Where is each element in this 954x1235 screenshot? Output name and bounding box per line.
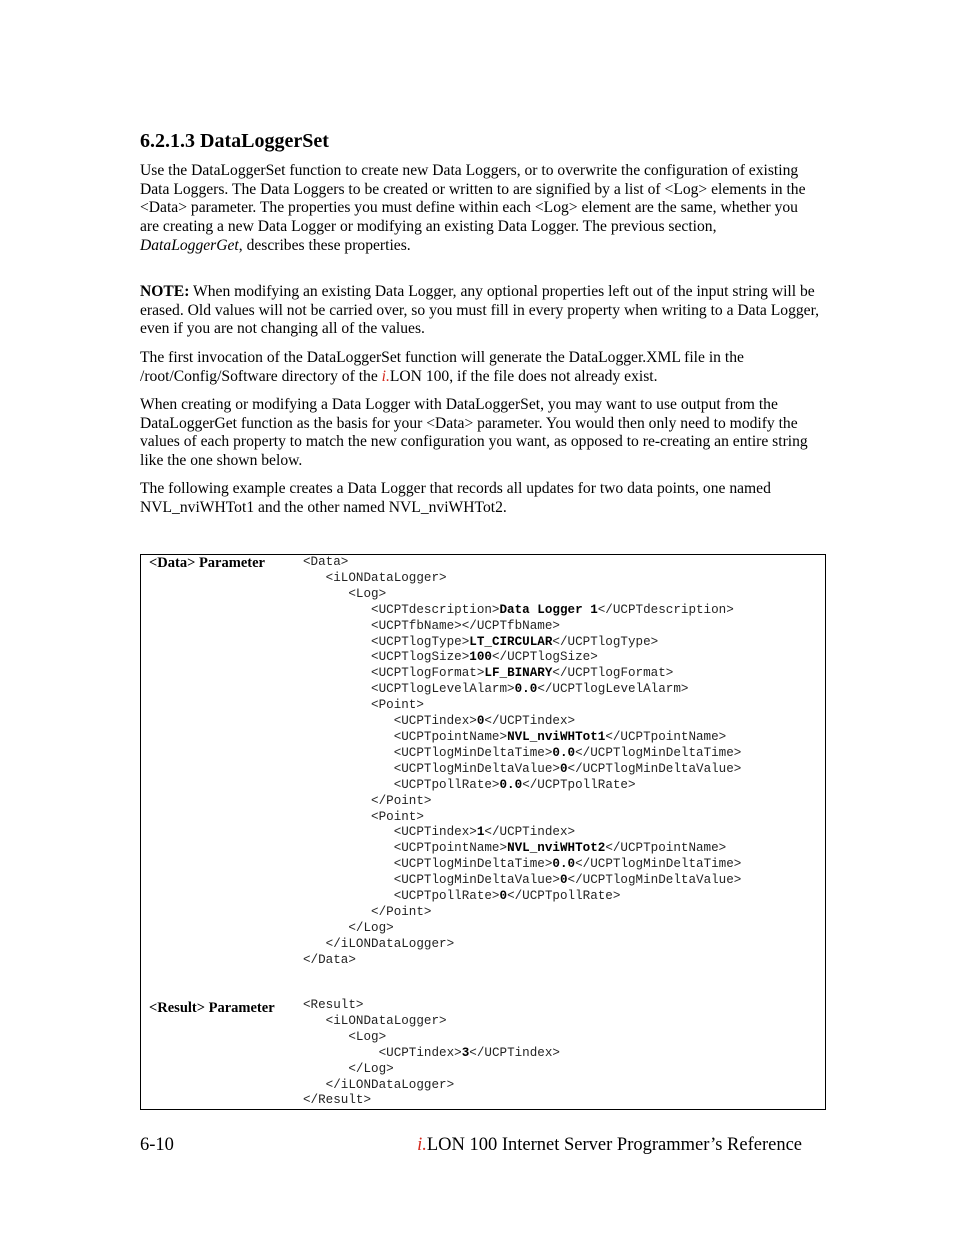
code-line (303, 921, 394, 935)
code-tag: </iLONDataLogger> (303, 936, 455, 951)
code-tag: </UCPTlogMinDeltaTime> (575, 857, 742, 872)
code-line (303, 762, 741, 776)
parameter-table (140, 554, 826, 1110)
code-line (303, 1062, 394, 1076)
code-tag: <UCPTlogMinDeltaTime> (303, 857, 553, 872)
code-tag: </UCPTpointName> (605, 841, 727, 856)
code-value: 0 (559, 761, 568, 776)
code-tag: <UCPTpollRate> (303, 889, 500, 904)
code-line (303, 571, 447, 585)
code-line (303, 1093, 371, 1107)
code-line (303, 698, 424, 712)
intro-paragraph (140, 162, 820, 256)
intro-text-a: Use the DataLoggerSet function to create new Data Loggers, or to overwrite the configuration of existing Data Loggers. The Data Loggers to be created or written to are signified by a list of <Log> elements in the <Data> parameter. The properties you must define within each <Log> element are the same, whether you are creating a new Data Logger or modifying an existing Data Logger. The previous section, (140, 162, 806, 236)
note-label: NOTE: (140, 283, 190, 300)
code-line (303, 587, 386, 601)
code-value: NVL_nviWHTot2 (507, 841, 606, 856)
code-line (303, 1030, 386, 1044)
code-value: Data Logger 1 (499, 602, 598, 617)
code-value: 0 (476, 714, 485, 729)
modify-paragraph: When creating or modifying a Data Logger with DataLoggerSet, you may want to use output from the DataLoggerGet function as the basis for your <Data> parameter. You would then only need to modify the values of each property to match the new configuration you want, as opposed to re-creating an entire string like the one shown below. (140, 396, 808, 470)
code-tag: </Data> (303, 952, 356, 967)
code-value: 0.0 (552, 745, 576, 760)
code-value: 3 (461, 1045, 470, 1060)
code-line (303, 937, 454, 951)
code-tag: <Result> (303, 998, 364, 1012)
code-line (303, 794, 431, 808)
brand-i-inline: i. (381, 367, 390, 385)
code-tag: <UCPTpointName> (303, 841, 508, 856)
code-tag: </UCPTlogLevelAlarm> (537, 682, 689, 697)
footer-title-text: LON 100 Internet Server Programmer’s Reference (426, 1135, 802, 1155)
code-line (303, 746, 741, 760)
code-value: 0 (559, 873, 568, 888)
code-line (303, 1014, 447, 1028)
code-value: LT_CIRCULAR (469, 634, 553, 649)
footer-title (417, 1135, 802, 1156)
data-parameter-code (303, 555, 741, 969)
code-tag: <UCPTindex> (303, 714, 477, 729)
intro-text-b: , describes these properties. (238, 236, 411, 254)
code-tag: </UCPTlogFormat> (552, 666, 674, 681)
code-line (303, 873, 741, 887)
code-value: 0.0 (514, 682, 538, 697)
code-line (303, 905, 431, 919)
result-parameter-code (303, 998, 560, 1109)
code-tag: </UCPTlogMinDeltaTime> (575, 745, 742, 760)
code-tag: </iLONDataLogger> (303, 1077, 455, 1092)
code-tag: </UCPTlogMinDeltaValue> (567, 873, 742, 888)
invocation-paragraph (140, 349, 820, 386)
code-tag: <UCPTlogSize> (303, 650, 470, 665)
code-tag: <UCPTpointName> (303, 729, 508, 744)
code-tag: </UCPTlogType> (552, 634, 659, 649)
invocation-text-b: LON 100, if the file does not already exist. (389, 367, 658, 385)
code-tag: </UCPTlogMinDeltaValue> (567, 761, 742, 776)
code-tag: <Log> (303, 586, 387, 601)
code-line (303, 666, 673, 680)
code-line (303, 857, 741, 871)
code-line (303, 953, 356, 967)
code-value: LF_BINARY (484, 666, 553, 681)
code-tag: </UCPTlogSize> (491, 650, 598, 665)
code-line (303, 1078, 454, 1092)
code-tag: <UCPTlogMinDeltaValue> (303, 873, 560, 888)
code-line (303, 810, 424, 824)
code-tag: <UCPTpollRate> (303, 777, 500, 792)
code-tag: <Point> (303, 809, 424, 824)
footer-brand-i: i. (417, 1135, 427, 1155)
code-line (303, 841, 726, 855)
code-tag: <Point> (303, 698, 424, 713)
code-tag: </UCPTpointName> (605, 729, 727, 744)
code-value: 0.0 (552, 857, 576, 872)
code-tag: </Result> (303, 1093, 372, 1108)
code-tag: </UCPTdescription> (597, 602, 734, 617)
code-tag: </UCPTpollRate> (507, 889, 621, 904)
code-line (303, 650, 598, 664)
code-tag: </UCPTindex> (484, 714, 576, 729)
code-tag: </Log> (303, 1061, 394, 1076)
code-tag: <Log> (303, 1029, 387, 1044)
code-tag: </Point> (303, 904, 432, 919)
code-line (303, 682, 688, 696)
code-tag: </UCPTindex> (484, 825, 576, 840)
code-value: 0 (499, 889, 508, 904)
data-parameter-label: <Data> Parameter (149, 555, 265, 571)
code-line (303, 889, 620, 903)
code-line (303, 825, 575, 839)
code-tag: <UCPTlogMinDeltaValue> (303, 761, 560, 776)
invocation-text-a: The first invocation of the DataLoggerSet function will generate the DataLogger.XML file in the /root/Config/Software directory of the (140, 349, 744, 385)
result-parameter-label: <Result> Parameter (149, 1000, 275, 1016)
code-value: 0.0 (499, 777, 523, 792)
code-line (303, 998, 363, 1012)
code-line (303, 714, 575, 728)
example-paragraph: The following example creates a Data Logger that records all updates for two data points, one named NVL_nviWHTot1 and the other named NVL_nviWHTot2. (140, 480, 771, 516)
code-tag: <UCPTlogType> (303, 634, 470, 649)
code-line (303, 555, 348, 569)
note-text: When modifying an existing Data Logger, any optional properties left out of the input string will be erased. Old values will not be carried over, so you must fill in every property when writing to a Data Logger, even if you are not changing all of the values. (140, 283, 820, 338)
code-line (303, 619, 560, 633)
code-tag: <UCPTindex> (303, 1045, 462, 1060)
code-tag: <Data> (303, 555, 349, 569)
code-tag: <UCPTfbName></UCPTfbName> (303, 618, 560, 633)
code-line (303, 603, 734, 617)
code-tag: </UCPTindex> (469, 1045, 560, 1060)
page-number: 6-10 (140, 1135, 174, 1155)
code-line (303, 635, 658, 649)
note-paragraph (140, 283, 820, 339)
code-value: NVL_nviWHTot1 (507, 729, 606, 744)
code-tag: <iLONDataLogger> (303, 1013, 447, 1028)
code-value: 1 (476, 825, 485, 840)
code-tag: <iLONDataLogger> (303, 570, 447, 585)
code-tag: </UCPTpollRate> (522, 777, 636, 792)
code-tag: <UCPTdescription> (303, 602, 500, 617)
code-value: 100 (469, 650, 492, 665)
code-tag: </Point> (303, 793, 432, 808)
code-tag: </Log> (303, 920, 394, 935)
code-tag: <UCPTindex> (303, 825, 477, 840)
code-line (303, 778, 636, 792)
code-tag: <UCPTlogMinDeltaTime> (303, 745, 553, 760)
code-tag: <UCPTlogLevelAlarm> (303, 682, 515, 697)
section-heading: 6.2.1.3 DataLoggerSet (140, 130, 329, 152)
code-line (303, 1046, 560, 1060)
intro-emphasis: DataLoggerGet (140, 236, 239, 254)
code-line (303, 730, 726, 744)
code-tag: <UCPTlogFormat> (303, 666, 485, 681)
